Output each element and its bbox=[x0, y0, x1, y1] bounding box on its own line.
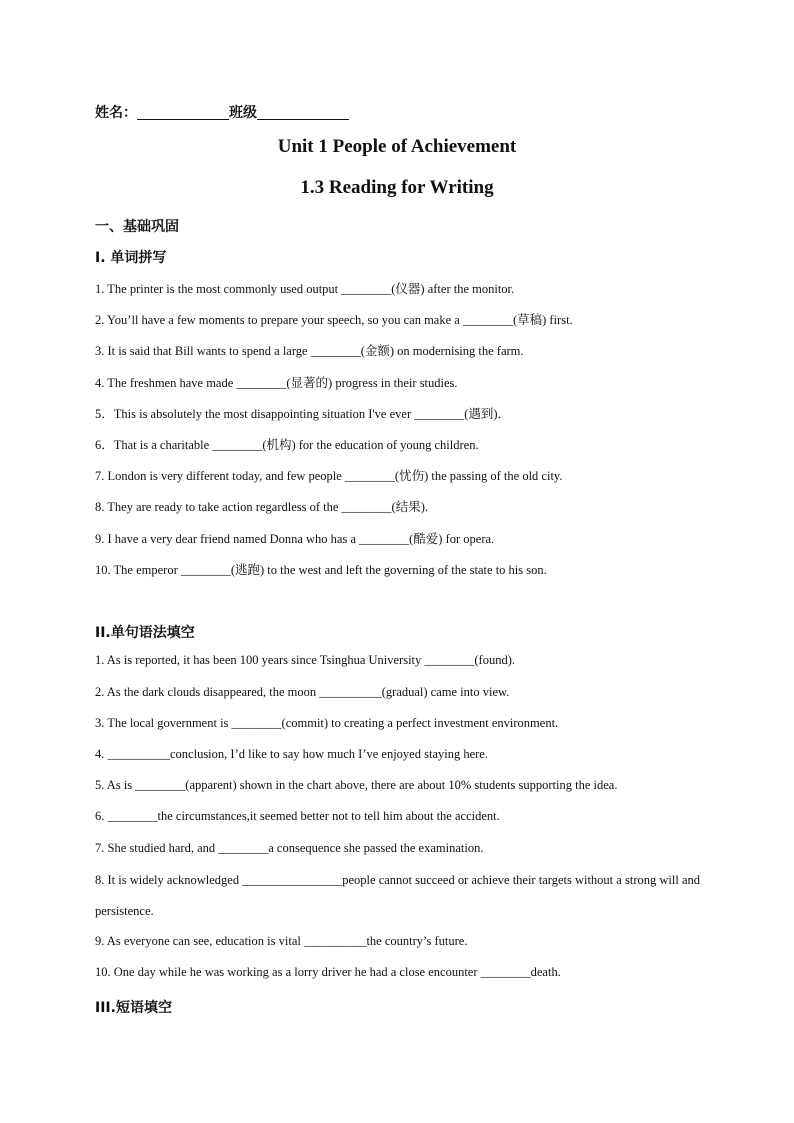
part3-heading: III.短语填空 bbox=[95, 1000, 172, 1016]
part1-question: 1. The printer is the most commonly used output ________(仪器) after the monitor. bbox=[95, 282, 515, 296]
part1-question: 4. The freshmen have made ________(显著的) progress in their studies. bbox=[95, 376, 458, 390]
unit-title: Unit 1 People of Achievement bbox=[277, 136, 517, 157]
part1-question: 8. They are ready to take action regardless of the ________(结果). bbox=[95, 500, 428, 514]
class-blank[interactable] bbox=[257, 105, 349, 120]
name-label: 姓名： bbox=[95, 105, 137, 121]
part2-question: 9. As everyone can see, education is vital __________the country’s future. bbox=[95, 934, 468, 948]
section-basic-consolidation: 一、基础巩固 bbox=[95, 219, 179, 235]
part2-question: 3. The local government is ________(commit) to creating a perfect investment environment. bbox=[95, 716, 559, 730]
part2-question: 8. It is widely acknowledged ________________people cannot succeed or achieve their targets without a strong will and persistence. bbox=[95, 873, 700, 918]
part1-question: 5．This is absolutely the most disappointing situation I've ever ________(遇到)． bbox=[95, 407, 511, 421]
student-info-line bbox=[95, 102, 349, 122]
part1-question: 6．That is a charitable ________(机构) for the education of young children. bbox=[95, 438, 479, 452]
part2-question: 4. __________conclusion, I’d like to say how much I’ve enjoyed staying here. bbox=[95, 747, 488, 761]
part2-question: 2. As the dark clouds disappeared, the moon __________(gradual) came into view. bbox=[95, 685, 510, 699]
part2-question: 6. ________the circumstances,it seemed better not to tell him about the accident. bbox=[95, 809, 500, 823]
lesson-title: 1.3 Reading for Writing bbox=[300, 177, 494, 198]
part2-question: 10. One day while he was working as a lorry driver he had a close encounter ________death. bbox=[95, 965, 561, 979]
part1-question: 3. It is said that Bill wants to spend a large ________(金额) on modernising the farm. bbox=[95, 344, 524, 358]
part1-question: 2. You’ll have a few moments to prepare your speech, so you can make a ________(草稿) first. bbox=[95, 313, 573, 327]
name-blank[interactable] bbox=[137, 105, 229, 120]
part2-question: 7. She studied hard, and ________a consequence she passed the examination. bbox=[95, 841, 484, 855]
part2-heading: II.单句语法填空 bbox=[95, 625, 195, 641]
class-label: 班级 bbox=[229, 105, 257, 121]
part2-question: 1. As is reported, it has been 100 years since Tsinghua University ________(found). bbox=[95, 653, 516, 667]
part1-heading: I. 单词拼写 bbox=[95, 250, 167, 266]
part1-question: 10. The emperor ________(逃跑) to the west and left the governing of the state to his son. bbox=[95, 563, 547, 577]
part1-question: 7. London is very different today, and few people ________(忧伤) the passing of the old city. bbox=[95, 469, 563, 483]
part2-question: 5. As is ________(apparent) shown in the chart above, there are about 10% students supporting the idea. bbox=[95, 778, 618, 792]
part1-question: 9. I have a very dear friend named Donna who has a ________(酷爱) for opera. bbox=[95, 532, 495, 546]
